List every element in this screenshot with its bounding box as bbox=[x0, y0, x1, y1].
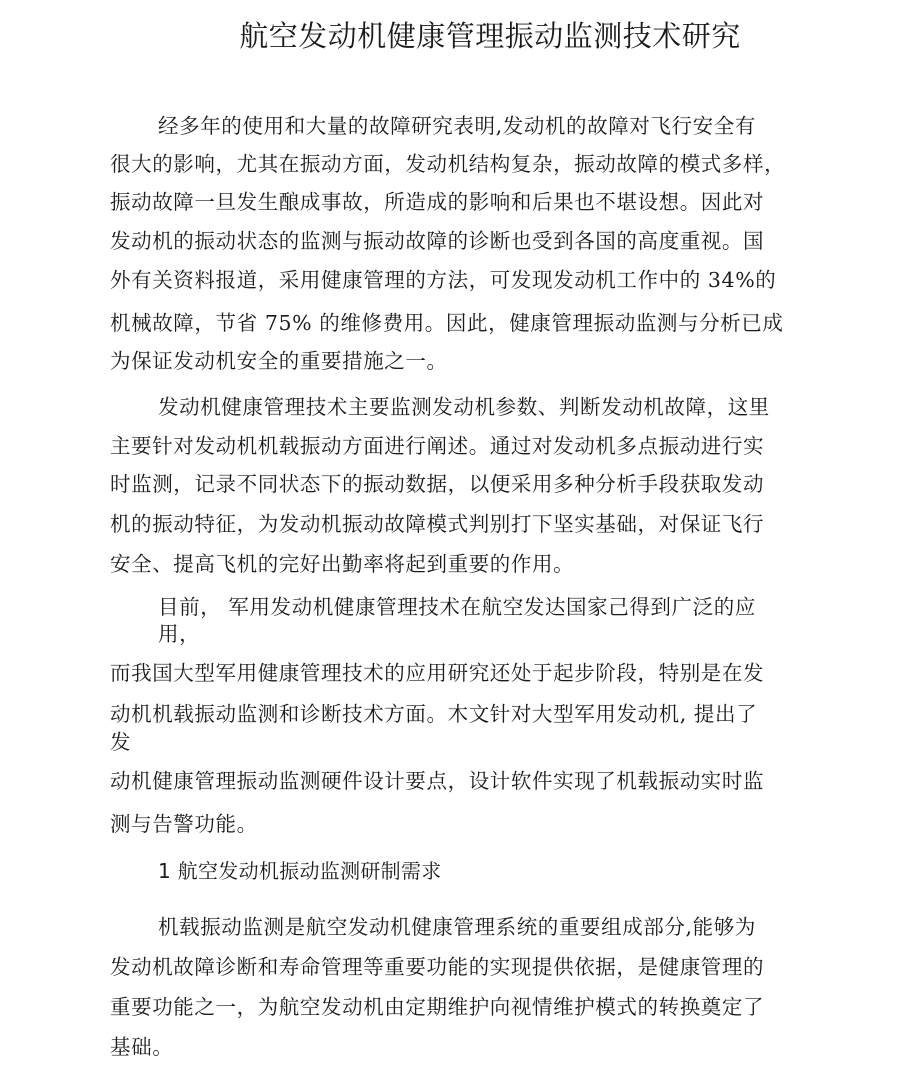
paragraph-line: 发动机故障诊断和寿命管理等重要功能的实现提供依据，是健康管理的 bbox=[110, 955, 765, 979]
section-heading: 1 航空发动机振动监测研制需求 bbox=[158, 859, 442, 883]
paragraph-line: 振动故障一旦发生酿成事故，所造成的影响和后果也不堪设想。因此对 bbox=[110, 190, 765, 214]
paragraph-line: 安全、提高飞机的完好出勤率将起到重要的作用。 bbox=[110, 552, 575, 576]
paragraph-line: 经多年的使用和大量的故障研究表明,发动机的故障对飞行安全有 bbox=[158, 114, 756, 138]
paragraph-line: 为保证发动机安全的重要措施之一。 bbox=[110, 349, 448, 373]
paragraph-line: 基础。 bbox=[110, 1035, 174, 1059]
document-title: 航空发动机健康管理振动监测技术研究 bbox=[239, 19, 741, 53]
paragraph-line: 发动机健康管理技术主要监测发动机参数、判断发动机故障，这里 bbox=[158, 395, 770, 419]
paragraph-line: 发 bbox=[110, 730, 132, 754]
paragraph-line: 机载振动监测是航空发动机健康管理系统的重要组成部分,能够为 bbox=[158, 915, 756, 939]
paragraph-line: 外有关资料报道，采用健康管理的方法，可发现发动机工作中的 34%的 bbox=[110, 268, 777, 292]
paragraph-line: 目前， 军用发动机健康管理技术在航空发达国家己得到广泛的应 bbox=[158, 595, 756, 619]
paragraph-line: 重要功能之一，为航空发动机由定期维护向视情维护模式的转换奠定了 bbox=[110, 995, 765, 1019]
paragraph-line: 测与告警功能。 bbox=[110, 812, 258, 836]
paragraph-line: 而我国大型军用健康管理技术的应用研究还处于起步阶段，特别是在发 bbox=[110, 661, 765, 685]
paragraph-line: 机的振动特征，为发动机振动故障模式判别打下坚实基础，对保证飞行 bbox=[110, 512, 765, 536]
paragraph-line: 动机机载振动监测和诊断技术方面。木文针对大型军用发动机, 提出了 bbox=[110, 702, 758, 726]
paragraph-line: 机械故障，节省 75% 的维修费用。因此，健康管理振动监测与分析已成 bbox=[110, 311, 784, 335]
paragraph-line: 用， bbox=[158, 622, 201, 646]
paragraph-line: 动机健康管理振动监测硬件设计要点，设计软件实现了机载振动实时监 bbox=[110, 769, 765, 793]
paragraph-line: 发动机的振动状态的监测与振动故障的诊断也受到各国的高度重视。国 bbox=[110, 229, 765, 253]
paragraph-line: 很大的影响，尤其在振动方面，发动机结构复杂，振动故障的模式多样， bbox=[110, 152, 786, 176]
paragraph-line: 主要针对发动机机载振动方面进行阐述。通过对发动机多点振动进行实 bbox=[110, 434, 765, 458]
paragraph-line: 时监测，记录不同状态下的振动数据，以便采用多种分析手段获取发动 bbox=[110, 472, 765, 496]
